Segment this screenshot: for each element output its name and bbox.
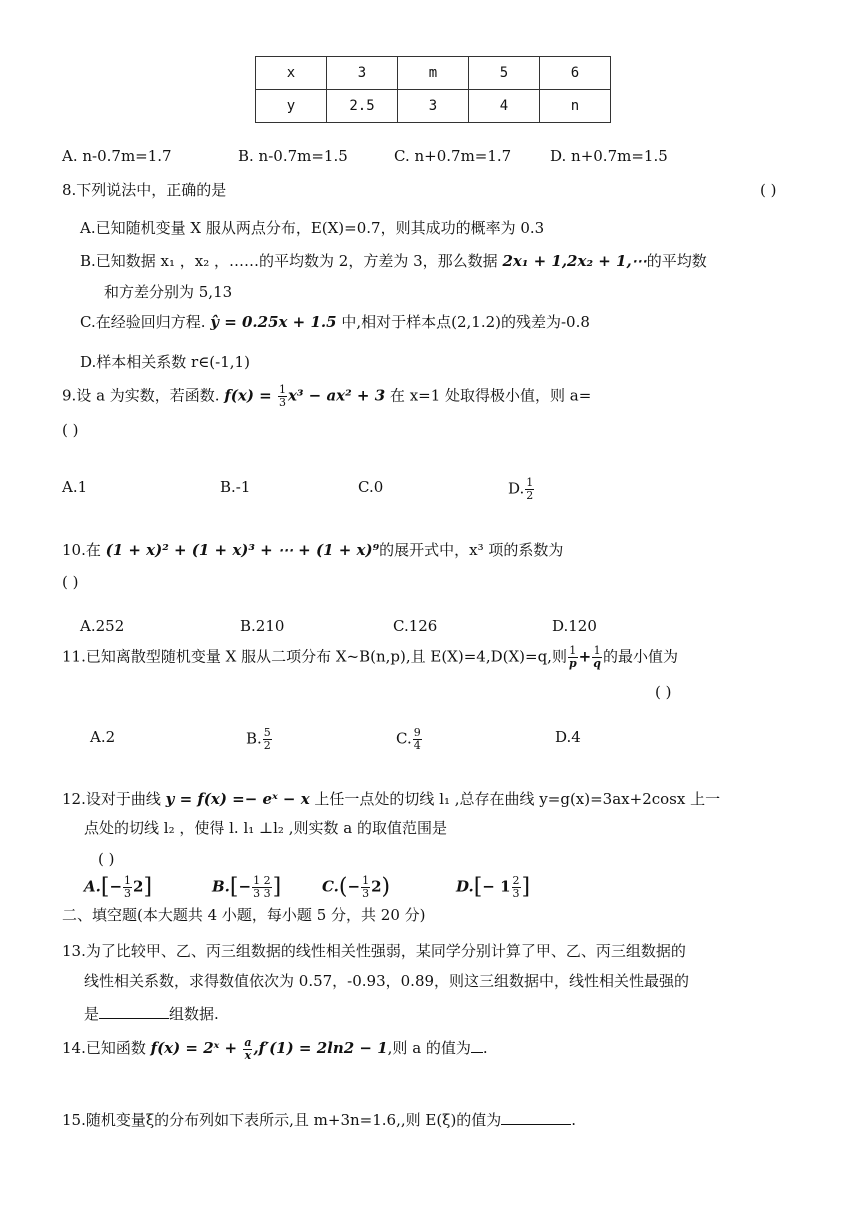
q10-option-c: C.126 (393, 617, 438, 635)
q14-end: . (482, 1039, 488, 1057)
q10-text: 10.在 (62, 541, 106, 559)
q8-option-c (80, 312, 590, 332)
q9-math-a: f(x) = (224, 386, 277, 405)
q8-option-b (80, 251, 707, 271)
q12-option-d: D.[− 1 $\frac{2}{3}$ ] (456, 874, 531, 900)
q11-option-c-label: C. (396, 729, 412, 748)
q11-frac-p: $\frac{1}{p}$ (568, 644, 577, 670)
table-cell: 6 (540, 57, 611, 90)
q13-line1: 13.为了比较甲、乙、丙三组数据的线性相关性强弱，某同学分别计算了甲、乙、丙三组数据的 (62, 942, 686, 960)
table-cell: 4 (469, 90, 540, 123)
q10-option-a: A.252 (80, 617, 125, 635)
table-cell: x (256, 57, 327, 90)
q11-text: 11.已知离散型随机变量 X 服从二项分布 X~B(n,p),且 E(X)=4,D(X)=q,则 (62, 647, 567, 666)
q9-option-d-label: D. (508, 479, 525, 498)
q7-option-a: A. n-0.7m=1.7 (62, 147, 172, 165)
q10-tail: 的展开式中，x³ 项的系数为 (379, 541, 564, 559)
q9-stem (62, 384, 591, 409)
q14-answer-blank[interactable] (471, 1036, 483, 1053)
q12-answer-paren: ( ) (98, 850, 115, 868)
q11-tail: 的最小值为 (602, 647, 678, 666)
table-cell: m (398, 57, 469, 90)
q10-math: (1 + x)² + (1 + x)³ + ⋯ + (1 + x)⁹ (105, 541, 380, 559)
q9-option-d-fraction: $\frac{1}{2}$ (526, 476, 534, 502)
q15-answer-blank[interactable] (501, 1108, 571, 1125)
q15-end: . (571, 1111, 577, 1129)
q11-option-c (396, 727, 423, 752)
q15-text: 15.随机变量ξ的分布列如下表所示,且 m+3n=1.6,,则 E(ξ)的值为 (62, 1111, 502, 1129)
q13-line3 (84, 1002, 219, 1024)
table-cell: 2.5 (327, 90, 398, 123)
q12-option-a: A.[− $\frac{1}{3}$ 2] (84, 874, 153, 900)
q14-math-b: ,f′(1) = 2ln2 − 1 (253, 1039, 388, 1057)
q9-tail: 在 x=1 处取得极小值，则 a= (385, 386, 592, 405)
q9-option-d (508, 477, 535, 502)
q11-frac-q: $\frac{1}{q}$ (593, 644, 601, 670)
q11-option-c-fraction: $\frac{9}{4}$ (413, 726, 421, 752)
q12-option-d-label: D. (456, 877, 474, 896)
table-cell: y (256, 90, 327, 123)
q14-tail: ,则 a 的值为 (387, 1039, 471, 1057)
q10-option-d: D.120 (552, 617, 597, 635)
q11-plus: + (578, 647, 592, 666)
q12-option-a-label: A. (84, 877, 101, 896)
table-cell: n (540, 90, 611, 123)
q8-c-tail: 中,相对于样本点(2,1.2)的残差为-0.8 (336, 313, 590, 331)
q7-option-d: D. n+0.7m=1.5 (550, 147, 668, 165)
q9-fraction: $\frac{1}{3}$ (278, 383, 286, 409)
q8-b-math: 2x₁ + 1,2x₂ + 1,⋯ (502, 252, 647, 270)
q8-b-text: B.已知数据 x₁ ，x₂ ，……的平均数为 2，方差为 3，那么数据 (80, 252, 503, 270)
q8-option-a: A.已知随机变量 X 服从两点分布，E(X)=0.7，则其成功的概率为 0.3 (80, 219, 545, 237)
section-heading: 二、填空题(本大题共 4 小题，每小题 5 分，共 20 分) (62, 906, 426, 924)
q11-stem (62, 645, 678, 670)
q11-answer-paren: ( ) (655, 683, 672, 701)
q13-line3-tail: 组数据. (169, 1005, 219, 1023)
table-cell: 3 (398, 90, 469, 123)
q14-math-a: f(x) = 2ˣ + (150, 1039, 243, 1057)
q12-option-c-label: C. (322, 877, 339, 896)
table-row (256, 57, 611, 90)
q9-text: 9.设 a 为实数，若函数. (62, 386, 225, 405)
q12-stem (62, 789, 720, 809)
q9-option-c: C.0 (358, 478, 384, 496)
xy-table (255, 56, 611, 123)
q8-option-b-line2: 和方差分别为 5,13 (104, 283, 233, 301)
q12-tail: 上任一点处的切线 l₁ ,总存在曲线 y=g(x)=3ax+2cosx 上一 (309, 790, 721, 808)
q8-c-math: ŷ = 0.25x + 1.5 (210, 313, 337, 331)
q9-option-b: B.-1 (220, 478, 251, 496)
q10-stem (62, 540, 563, 560)
q12-text: 12.设对于曲线 (62, 790, 166, 808)
q9-math-b: x³ − ax² + 3 (287, 386, 386, 405)
q12-math: y = f(x) =− eˣ − x (165, 790, 310, 808)
q14-stem (62, 1036, 488, 1062)
q11-option-d: D.4 (555, 728, 581, 746)
table-cell: 5 (469, 57, 540, 90)
q11-option-b-fraction: $\frac{5}{2}$ (263, 726, 271, 752)
q12-option-b: B.[− $\frac{1 2}{3 3}$ ] (212, 874, 282, 900)
q12-line2: 点处的切线 l₂ ，使得 l. l₁ ⊥l₂ ,则实数 a 的取值范围是 (84, 819, 447, 837)
q9-answer-paren: ( ) (62, 421, 79, 439)
q13-line2: 线性相关系数，求得数值依次为 0.57，-0.93，0.89，则这三组数据中，线性相关性最强的 (84, 972, 690, 990)
q14-text: 14.已知函数 (62, 1039, 151, 1057)
q14-fraction: $\frac{a}{x}$ (244, 1035, 252, 1062)
table-row (256, 90, 611, 123)
q8-stem: 8.下列说法中，正确的是 (62, 181, 227, 199)
q11-option-b (246, 727, 273, 752)
q8-option-d: D.样本相关系数 r∈(-1,1) (80, 353, 250, 371)
q13-answer-blank[interactable] (99, 1002, 169, 1019)
q15-stem (62, 1108, 576, 1130)
q10-answer-paren: ( ) (62, 573, 79, 591)
table-cell: 3 (327, 57, 398, 90)
q9-option-a: A.1 (62, 478, 88, 496)
q12-option-b-label: B. (212, 877, 230, 896)
q13-line3-text: 是 (84, 1005, 100, 1023)
q10-option-b: B.210 (240, 617, 285, 635)
q8-answer-paren: ( ) (760, 181, 777, 199)
q7-option-b: B. n-0.7m=1.5 (238, 147, 348, 165)
q11-option-b-label: B. (246, 729, 262, 748)
q8-b-tail: 的平均数 (646, 252, 707, 270)
q7-option-c: C. n+0.7m=1.7 (394, 147, 512, 165)
q8-c-text: C.在经验回归方程. (80, 313, 211, 331)
q11-option-a: A.2 (90, 728, 116, 746)
q12-option-c: C.(− $\frac{1}{3}$ 2) (322, 874, 391, 900)
